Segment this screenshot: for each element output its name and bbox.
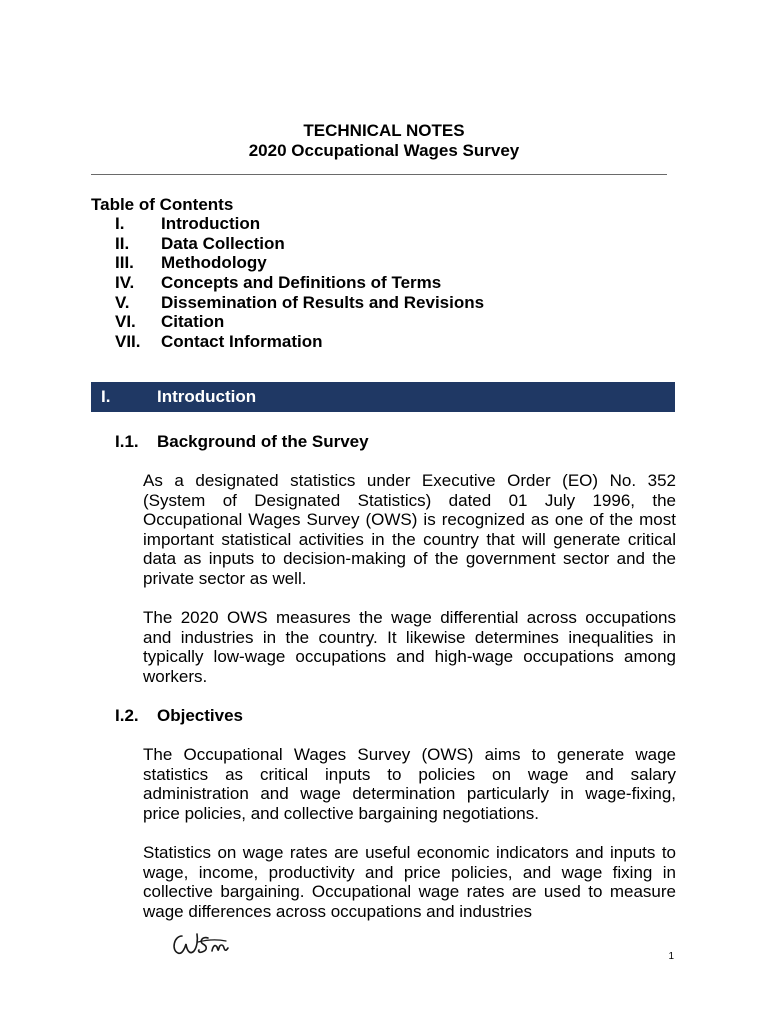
page-number: 1: [668, 951, 674, 962]
subsection-number: I.1.: [115, 432, 139, 451]
toc-item-contact-information: [115, 332, 484, 352]
subsection-title: Background of the Survey: [157, 432, 369, 451]
toc-item-number: VII.: [115, 332, 141, 352]
document-subtitle: 2020 Occupational Wages Survey: [248, 141, 520, 160]
toc-heading: Table of Contents: [91, 195, 234, 214]
toc-item-number: I.: [115, 214, 125, 233]
toc-item-concepts: [115, 273, 484, 293]
subsection-number: I.2.: [115, 706, 139, 725]
toc-item-number: VI.: [115, 312, 136, 332]
toc-item-label: Data Collection: [161, 233, 285, 253]
document-title: TECHNICAL NOTES: [303, 121, 465, 140]
toc-item-citation: [115, 312, 484, 332]
toc-item-label: Methodology: [161, 253, 267, 273]
signature-initials: [168, 924, 240, 960]
section-title: Introduction: [157, 387, 257, 406]
paragraph-background-designation: As a designated statistics under Executive Order (EO) No. 352 (System of Designated Statistics) dated 01 July 1996, the Occupational Wages Survey (OWS) is recognized as one of the most important statistical activities in the country that will generate critical data as inputs to decision-making of the government sector and the private sector as well.: [143, 471, 676, 588]
paragraph-background-measurement: The 2020 OWS measures the wage differential across occupations and industries in the country. It likewise determines inequalities in typically low-wage occupations and high-wage occupations among workers.: [143, 608, 676, 686]
toc-item-label: Introduction: [161, 214, 261, 233]
toc-item-number: IV.: [115, 273, 135, 293]
toc-item-introduction: [115, 214, 484, 234]
toc-item-methodology: [115, 253, 484, 273]
subsection-heading-objectives: [115, 706, 243, 726]
toc-item-number: II.: [115, 233, 130, 253]
section-number: I.: [101, 387, 111, 406]
paragraph-objectives-statistics: Statistics on wage rates are useful economic indicators and inputs to wage, income, productivity and price policies, and wage fixing in collective bargaining. Occupational wage rates are used to measure wage differences across occupations and industries: [143, 843, 676, 921]
toc-item-number: V.: [115, 292, 130, 312]
section-heading-introduction: [91, 382, 675, 412]
title-divider: [91, 174, 667, 175]
toc-item-label: Dissemination of Results and Revisions: [161, 292, 485, 312]
table-of-contents: [115, 214, 484, 352]
toc-item-label: Contact Information: [161, 332, 323, 352]
toc-item-data-collection: [115, 234, 484, 254]
toc-item-label: Citation: [161, 312, 225, 332]
toc-item-dissemination: [115, 293, 484, 313]
toc-item-label: Concepts and Definitions of Terms: [161, 273, 442, 293]
paragraph-objectives-aim: The Occupational Wages Survey (OWS) aims to generate wage statistics as critical inputs to policies on wage and salary administration and wage determination particularly in wage-fixing, price policies, and collective bargaining negotiations.: [143, 745, 676, 823]
subsection-heading-background: [115, 432, 369, 452]
subsection-title: Objectives: [157, 706, 243, 725]
toc-item-number: III.: [115, 253, 134, 273]
